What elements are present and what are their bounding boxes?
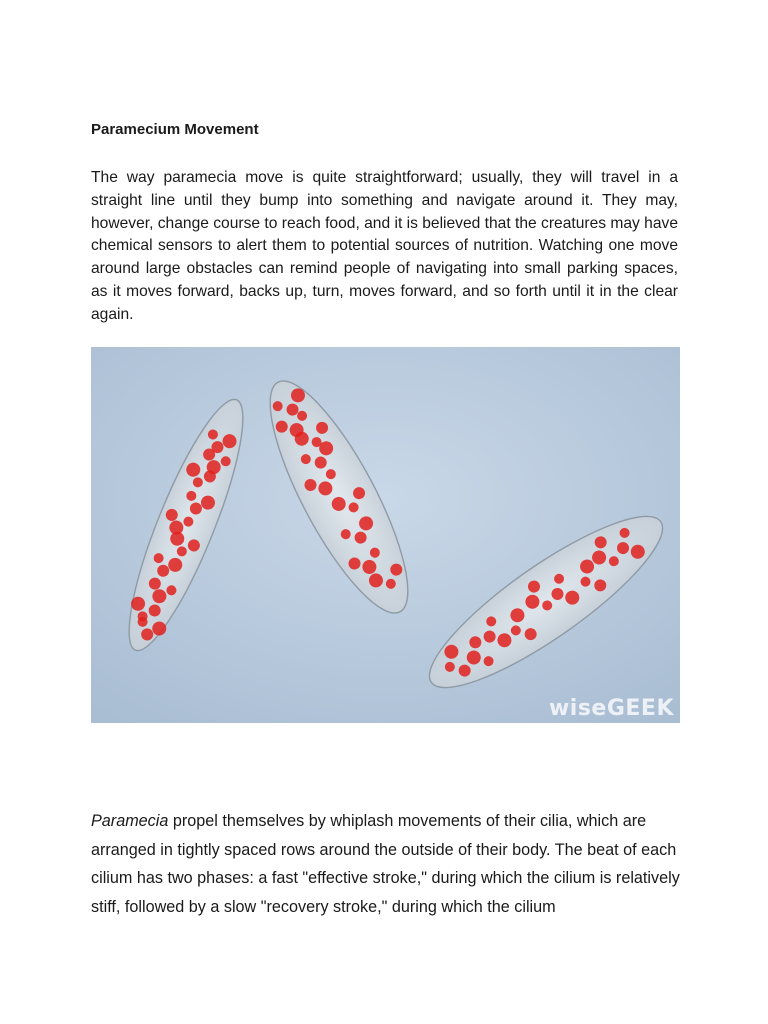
paramecium-micrograph — [91, 347, 680, 723]
micrograph-image — [91, 347, 680, 723]
section-heading: Paramecium Movement — [91, 121, 259, 138]
italic-term: Paramecia — [91, 812, 169, 830]
paragraph-cilia-text: propel themselves by whiplash movements of their cilia, which are arranged in tightly spaced rows around the outside of their body. The beat of each cilium has two phases: a fast "effective stroke," during which the cilium is relatively stiff, followed by a slow "recovery stroke," during which the cilium — [91, 812, 680, 916]
watermark-logo: wiseGEEK — [548, 696, 674, 721]
paragraph-movement: The way paramecia move is quite straightforward; usually, they will travel in a straight line until they bump into something and navigate around it. They may, however, change course to reach food, and it is believed that the creatures may have chemical sensors to alert them to potential sources of nutrition. Watching one move around large obstacles can remind people of navigating into small parking spaces, as it moves forward, backs up, turn, moves forward, and so forth until it in the clear again. — [91, 169, 678, 323]
paragraph-cilia — [91, 807, 681, 921]
